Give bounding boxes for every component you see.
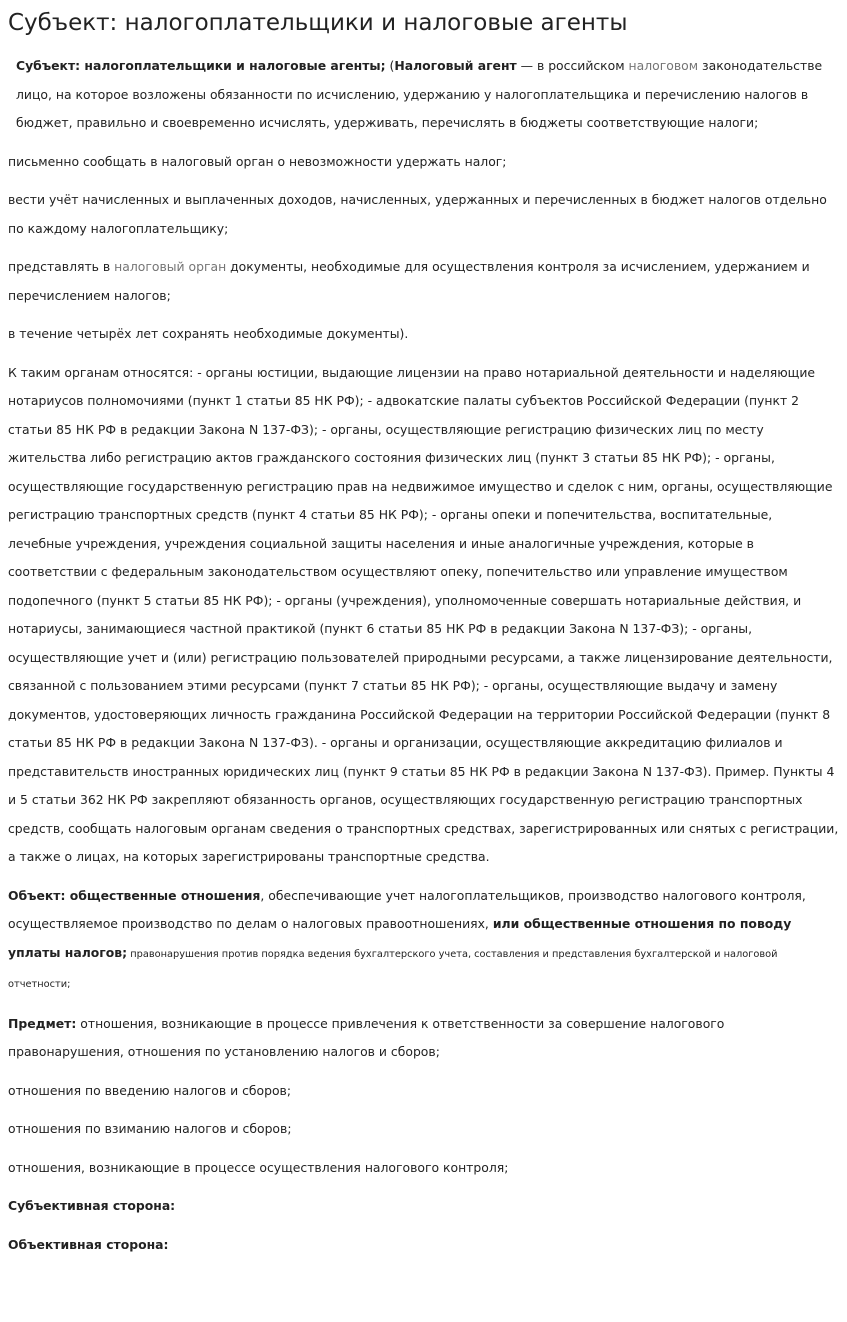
tax-agent-term: Налоговый агент	[394, 58, 517, 73]
predmet-text: отношения, возникающие в процессе привлечения к ответственности за совершение налогового правонарушения, отношения по установлению налогов и сборов;	[8, 1015, 725, 1059]
tax-authority-link[interactable]: налоговый орган	[114, 259, 227, 274]
subject-paragraph	[8, 52, 839, 138]
objective-side-heading	[8, 1231, 839, 1260]
predmet-item-introduction: отношения по введению налогов и сборов;	[8, 1082, 292, 1098]
objective-side-label: Объективная сторона:	[8, 1236, 169, 1252]
definition-dash: — в российском	[516, 58, 629, 73]
predmet-item-collection: отношения по взиманию налогов и сборов;	[8, 1121, 292, 1136]
object-small-text: правонарушения против порядка ведения бухгалтерского учета, составления и представления бухгалтерской и налоговой отчетности;	[8, 948, 778, 990]
subject-label: Субъект: налогоплательщики и налоговые агенты;	[16, 58, 386, 73]
subjective-side-heading	[8, 1192, 839, 1221]
duty-item-accounting: вести учёт начисленных и выплаченных доходов, начисленных, удержанных и перечисленных в бюджет налогов отдельно по каждому налогоплательщику;	[8, 192, 827, 236]
duty-item-documents	[8, 253, 839, 310]
duty-item-documents-before: представлять в	[8, 259, 115, 274]
predmet-label: Предмет:	[8, 1015, 77, 1031]
tax-law-link[interactable]: налоговом	[628, 58, 699, 73]
object-text: , обеспечивающие учет налогоплательщиков, производство налогового контроля, осуществляемое производство по делам о налоговых правоотношениях,	[8, 887, 806, 931]
predmet-paragraph	[8, 1010, 839, 1067]
object-bold-text: или общественные отношения по поводу уплаты налогов;	[8, 916, 792, 960]
object-label: Объект: общественные отношения	[8, 887, 261, 903]
open-paren: (	[385, 58, 395, 73]
duty-item-report: письменно сообщать в налоговый орган о невозможности удержать налог;	[8, 153, 507, 169]
duty-item-retention: в течение четырёх лет сохранять необходимые документы).	[8, 326, 409, 341]
page-title: Субъект: налогоплательщики и налоговые агенты	[8, 10, 628, 36]
duty-item-documents-after: документы, необходимые для осуществления контроля за исчислением, удержанием и перечислением налогов;	[8, 259, 810, 303]
definition-text: законодательстве лицо, на которое возложены обязанности по исчислению, удержанию у налогоплательщика и перечислению налогов в бюджет, правильно и своевременно исчислять, удерживать, перечислять в бюджеты соответствующие налоги;	[16, 58, 823, 130]
predmet-item-control: отношения, возникающие в процессе осуществления налогового контроля;	[8, 1159, 509, 1175]
object-paragraph	[8, 882, 839, 1000]
subjective-side-label: Субъективная сторона:	[8, 1198, 176, 1213]
organs-paragraph: К таким органам относятся: - органы юстиции, выдающие лицензии на право нотариальной деятельности и наделяющие нотариусов полномочиями (пункт 1 статьи 85 НК РФ); - адвокатские палаты субъектов Российской Федерации (пункт 2 статьи 85 НК РФ в редакции Закона N 137-ФЗ); - органы, осуществляющие регистрацию физических лиц по месту жительства либо регистрацию актов гражданского состояния физических лиц (пункт 3 статьи 85 НК РФ); - органы, осуществляющие государственную регистрацию прав на недвижимое имущество и сделок с ним, органы, осуществляющие регистрацию транспортных средств (пункт 4 статьи 85 НК РФ); - органы опеки и попечительства, воспитательные, лечебные учреждения, учреждения социальной защиты населения и иные аналогичные учреждения, которые в соответствии с федеральным законодательством осуществляют опеку, попечительство или управление имуществом подопечного (пункт 5 статьи 85 НК РФ); - органы (учреждения), уполномоченные совершать нотариальные действия, и нотариусы, занимающиеся частной практикой (пункт 6 статьи 85 НК РФ в редакции Закона N 137-ФЗ); - органы, осуществляющие учет и (или) регистрацию пользователей природными ресурсами, а также лицензирование деятельности, связанной с пользованием этими ресурсами (пункт 7 статьи 85 НК РФ); - органы, осуществляющие выдачу и замену документов, удостоверяющих личность гражданина Российской Федерации на территории Российской Федерации (пункт 8 статьи 85 НК РФ в редакции Закона N 137-ФЗ). - органы и организации, осуществляющие аккредитацию филиалов и представительств иностранных юридических лиц (пункт 9 статьи 85 НК РФ в редакции Закона N 137-ФЗ). Пример. Пункты 4 и 5 статьи 362 НК РФ закрепляют обязанность органов, осуществляющих государственную регистрацию транспортных средств, сообщать налоговым органам сведения о транспортных средствах, зарегистрированных или снятых с регистрации, а также о лицах, на которых зарегистрированы транспортные средства.	[8, 364, 839, 864]
